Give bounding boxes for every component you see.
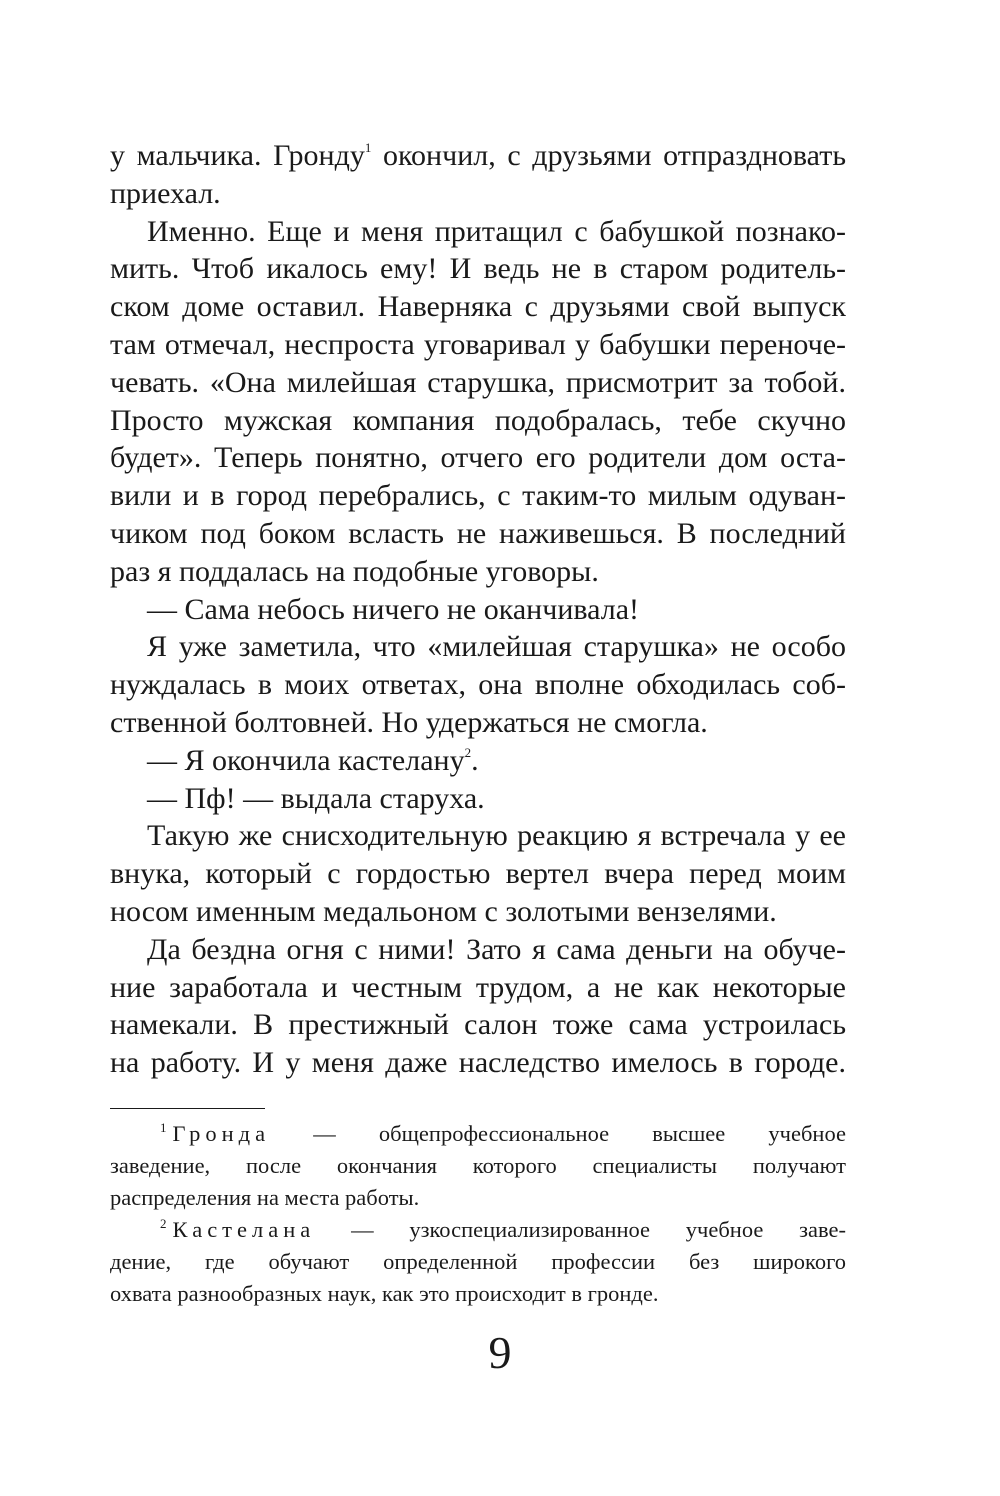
footnote-1-number: 1 (160, 1120, 167, 1135)
footnote-2-line: $^2$ Кастелана — узкоспециализированное учебное заве- (160, 1216, 846, 1242)
text-line: носом именным медальоном с золотыми вензелями. (110, 894, 777, 928)
text-line: ственной болтовней. Но удержаться не смогла. (110, 705, 708, 739)
body-text (110, 137, 846, 1082)
text-line: Я уже заметила, что «милейшая старушка» не особо (147, 630, 846, 664)
text-line: у мальчика. Гронду$^1$ окончил, с друзьями отпраздновать (110, 139, 846, 172)
text-line: приехал. (110, 176, 221, 210)
text-line: на работу. И у меня даже наследство имелось в городе. (110, 1046, 846, 1080)
text-line: намекали. В престижный салон тоже сама устроилась (110, 1008, 846, 1042)
text-line: будет». Теперь понятно, отчего его родители дом оста- (110, 441, 846, 475)
text-line: Именно. Еще и меня притащил с бабушкой познако- (147, 214, 846, 248)
footnote-divider (110, 1108, 265, 1109)
footnote-ref-2[interactable]: 2 (464, 744, 472, 760)
text-line: ском доме оставил. Наверняка с друзьями свой выпуск (110, 290, 846, 324)
footnote-1-term: Гронда (172, 1121, 271, 1146)
footnote-2-line: охвата разнообразных наук, как это происходит в гронде. (110, 1281, 659, 1306)
footnote-1-line: заведение, после окончания которого специалисты получают (110, 1153, 846, 1178)
text-line: внука, который с гордостью вертел вчера перед моим (110, 857, 846, 891)
text-line: вили и в город перебрались, с таким-то милым одуван- (110, 479, 846, 513)
page-number: 9 (488, 1327, 512, 1378)
footnote-2-line: дение, где обучают определенной профессии без широкого (110, 1249, 846, 1274)
text-line: раз я поддалась на подобные уговоры. (110, 554, 599, 588)
text-line: Да бездна огня с ними! Зато я сама деньги на обуче- (147, 932, 846, 966)
text-line: чиком под боком всласть не наживешься. В последний (110, 516, 846, 550)
footnote-1-line: распределения на места работы. (110, 1185, 420, 1210)
text-line: там отмечал, неспроста уговаривал у бабушки переноче- (110, 327, 846, 361)
text-line: — Пф! — выдала старуха. (147, 781, 485, 815)
text-line: Такую же снисходительную реакцию я встречала у ее (147, 819, 846, 853)
footnotes (110, 1118, 846, 1310)
footnote-1-line: $^1$ Гронда — общепрофессиональное высшее учебное (160, 1120, 846, 1146)
text-line: — Я окончила кастелану$^2$. (147, 743, 479, 777)
text-line: чевать. «Она милейшая старушка, присмотрит за тобой. (110, 365, 846, 399)
text-line: нуждалась в моих ответах, она вполне обходилась соб- (110, 668, 846, 702)
footnote-ref-1[interactable]: 1 (364, 140, 372, 155)
footnote-2-term: Кастелана (172, 1217, 316, 1242)
text-line: Просто мужская компания подобралась, тебе скучно (110, 403, 846, 437)
text-line: ние заработала и честным трудом, а не как некоторые (110, 970, 846, 1004)
footnote-2-number: 2 (160, 1216, 167, 1231)
text-line: — Сама небось ничего не оканчивала! (147, 592, 639, 626)
text-line: мить. Чтоб икалось ему! И ведь не в старом родитель- (110, 252, 846, 286)
